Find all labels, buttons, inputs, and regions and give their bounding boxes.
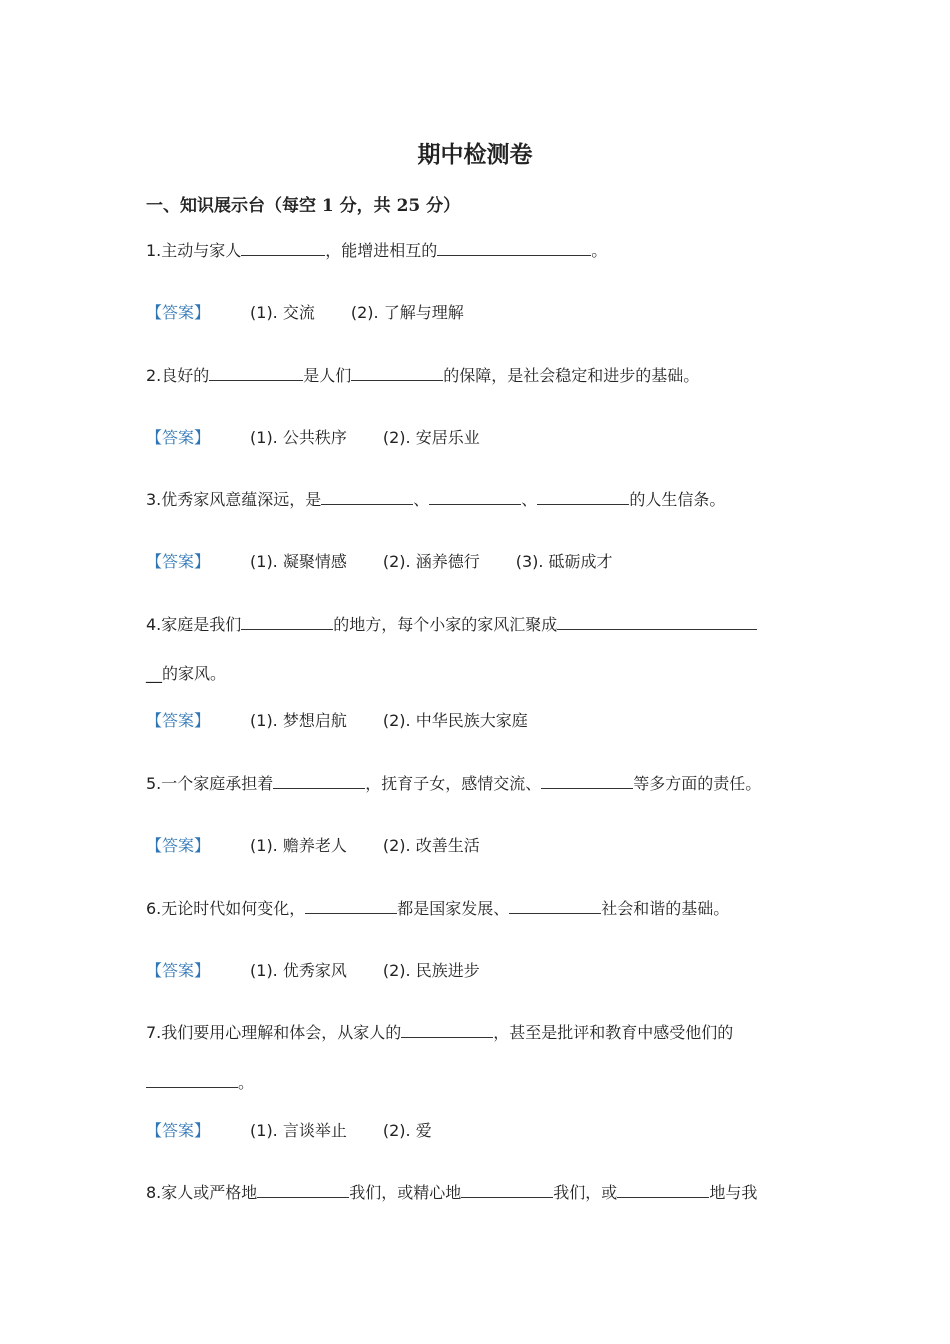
question-text: 6.无论时代如何变化， [146,899,306,918]
answer-tag: 【答案】 [146,961,211,980]
question-text: 、 [413,490,430,509]
answer-7 [146,1121,432,1141]
question-3 [146,490,725,510]
answer-item: (2). 民族进步 [382,961,480,980]
answer-tag: 【答案】 [146,1121,211,1140]
answer-item: (2). 了解与理解 [350,303,464,322]
blank [509,899,601,914]
question-text: 等多方面的责任。 [633,774,762,793]
blank [537,490,629,505]
blank [209,366,303,381]
question-text: 是人们 [303,366,352,385]
answer-tag: 【答案】 [146,836,211,855]
question-text: ，能增进相互的 [325,241,438,260]
question-text: 社会和谐的基础。 [601,899,730,918]
question-text: __的家风。 [146,664,227,683]
answer-item: (2). 涵养德行 [382,552,480,571]
answer-item: (1). 公共秩序 [250,428,347,447]
answer-item: (2). 安居乐业 [382,428,480,447]
question-6 [146,899,729,919]
answer-item: (1). 赡养老人 [250,836,347,855]
question-7 [146,1023,733,1043]
blank [146,1073,238,1088]
blank [437,241,591,256]
answer-4 [146,711,528,731]
blank [557,615,757,630]
page-title: 期中检测卷 [417,141,533,168]
blank [257,1183,349,1198]
answer-tag: 【答案】 [146,428,211,447]
answer-item: (1). 梦想启航 [250,711,347,730]
answer-item: (1). 凝聚情感 [250,552,347,571]
blank [429,490,521,505]
question-text: 地与我 [709,1183,758,1202]
question-2 [146,366,699,386]
question-1 [146,241,607,261]
answer-2 [146,428,480,448]
blank [321,490,413,505]
question-text: 3.优秀家风意蕴深远，是 [146,490,322,509]
answer-3 [146,552,613,572]
question-text: 7.我们要用心理解和体会，从家人的 [146,1023,402,1042]
blank [273,774,365,789]
question-text: 我们，或精心地 [349,1183,462,1202]
answer-item: (2). 爱 [382,1121,432,1140]
answer-5 [146,836,480,856]
blank [541,774,633,789]
blank [401,1023,493,1038]
answer-6 [146,961,480,981]
question-text: 8.家人或严格地 [146,1183,258,1202]
blank [241,241,325,256]
question-5 [146,774,761,794]
question-text: 2.良好的 [146,366,210,385]
question-text: 的地方，每个小家的家风汇聚成 [333,615,558,634]
question-text: 4.家庭是我们 [146,615,242,634]
answer-item: (3). 砥砺成才 [515,552,613,571]
answer-item: (1). 言谈举止 [250,1121,347,1140]
question-text: 的人生信条。 [629,490,726,509]
section-heading: 一、知识展示台（每空 1 分，共 25 分） [146,196,461,216]
question-text: 。 [238,1073,255,1092]
question-text: 都是国家发展、 [397,899,510,918]
question-text: ，抚育子女，感情交流、 [365,774,542,793]
blank [351,366,443,381]
blank [617,1183,709,1198]
answer-item: (1). 交流 [250,303,315,322]
question-8 [146,1183,757,1203]
answer-item: (2). 中华民族大家庭 [382,711,528,730]
answer-1 [146,303,464,323]
blank [241,615,333,630]
blank [461,1183,553,1198]
question-text: 。 [591,241,608,260]
question-text: 的保障，是社会稳定和进步的基础。 [443,366,700,385]
question-4 [146,615,757,635]
answer-item: (1). 优秀家风 [250,961,347,980]
question-text: 5.一个家庭承担着 [146,774,274,793]
question-7-continued [146,1073,254,1093]
blank [305,899,397,914]
question-text: 我们，或 [553,1183,618,1202]
question-4-continued [146,664,226,684]
question-text: ，甚至是批评和教育中感受他们的 [493,1023,734,1042]
answer-item: (2). 改善生活 [382,836,480,855]
question-text: 1.主动与家人 [146,241,242,260]
answer-tag: 【答案】 [146,552,211,571]
answer-tag: 【答案】 [146,303,211,322]
answer-tag: 【答案】 [146,711,211,730]
question-text: 、 [521,490,538,509]
